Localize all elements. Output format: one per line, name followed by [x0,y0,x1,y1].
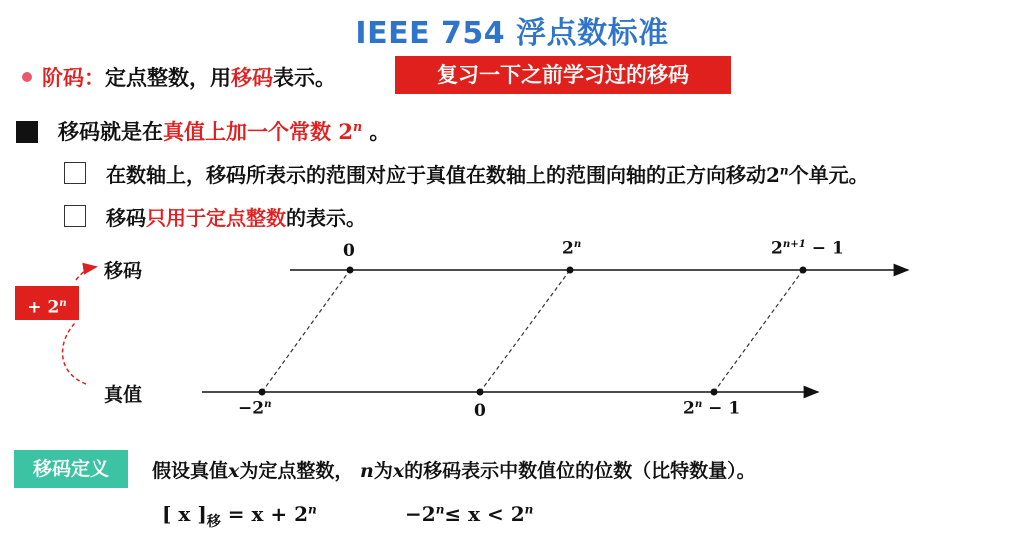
top-tick-2-tail: − 1 [805,238,844,259]
top-tick-1-base: 2 [562,238,574,259]
top-axis-label: 移码 [104,260,143,282]
definition-var-x2: x [392,460,405,482]
definition-range [405,502,533,526]
formula-right: = x + 2 [220,502,308,526]
bullet-2-highlight: 只用于定点整数 [146,206,286,230]
definition-var-n: n [359,460,374,482]
bottom-axis-label: 真值 [104,384,143,406]
bottom-tick-1: 0 [474,401,486,421]
mapping-line-3 [714,270,803,392]
main-point-text-b: 。 [369,120,391,144]
bottom-tick-0-exp: n [264,398,272,410]
definition-formula [162,502,317,531]
bullet-2-text-a: 移码 [106,206,146,230]
main-point-highlight: 真值上加一个常数 [163,120,331,144]
shift-exp: n [59,297,67,309]
top-tick-2 [771,238,844,259]
top-point-1 [567,267,574,274]
shift-curve [63,322,86,384]
bottom-point-2 [711,389,718,396]
definition-text-d: 的移码表示中数值位的位数（比特数量）。 [404,460,756,482]
intro-label: 阶码： [42,66,105,90]
page-title: IEEE 754 浮点数标准 [355,16,669,51]
bottom-point-0 [259,389,266,396]
definition-badge: 移码定义 [14,450,128,488]
shift-label: + 2 [27,297,60,318]
top-point-2 [800,267,807,274]
bottom-tick-2 [683,398,740,419]
shift-arrow-icon [76,267,95,280]
bottom-tick-2-tail: − 1 [702,398,741,419]
review-banner: 复习一下之前学习过的移码 [395,56,731,94]
bullet-1-base: 2 [766,163,780,187]
bottom-tick-2-base: 2 [683,398,695,419]
range-exp-2: n [524,502,534,517]
top-tick-0: 0 [343,241,355,261]
intro-text-a: 定点整数，用 [105,66,231,90]
top-tick-1-exp: n [573,238,582,250]
mapping-line-2 [480,270,570,392]
bullet-1-text-b: 个单元。 [788,163,869,187]
constant-base: 2 [338,119,353,144]
bottom-tick-0-head: −2 [238,398,265,419]
range-a: −2 [405,502,436,526]
shift-badge [15,286,79,320]
definition-var-x: x [228,460,240,482]
bullet-1-text-a: 在数轴上，移码所表示的范围对应于真值在数轴上的范围向轴的正方向移动 [106,163,766,187]
intro-text-b: 表示。 [273,66,336,90]
definition-text-c: 为 [373,460,393,482]
intro-highlight: 移码 [231,66,273,90]
range-b: ≤ x < 2 [444,502,525,526]
definition-text-b: 为定点整数， [239,460,354,482]
definition-text [152,456,756,483]
top-tick-2-base: 2 [771,238,783,259]
top-point-0 [347,267,354,274]
top-tick-1 [562,238,581,259]
top-tick-2-exp: n+1 [782,238,806,250]
bottom-point-1 [477,389,484,396]
formula-sub: 移 [206,514,221,530]
mapping-line-1 [262,270,350,392]
formula-left: [ x ] [162,502,207,526]
definition-text-a: 假设真值 [152,460,229,482]
range-exp-1: n [435,502,445,517]
bullet-1-exp: n [779,163,789,178]
bottom-tick-0 [238,398,272,419]
bottom-tick-2-exp: n [694,398,703,410]
constant-exp: n [352,119,363,134]
bullet-2-text-b: 的表示。 [286,206,366,230]
formula-exp: n [308,502,317,517]
main-point-text-a: 移码就是在 [58,120,163,144]
